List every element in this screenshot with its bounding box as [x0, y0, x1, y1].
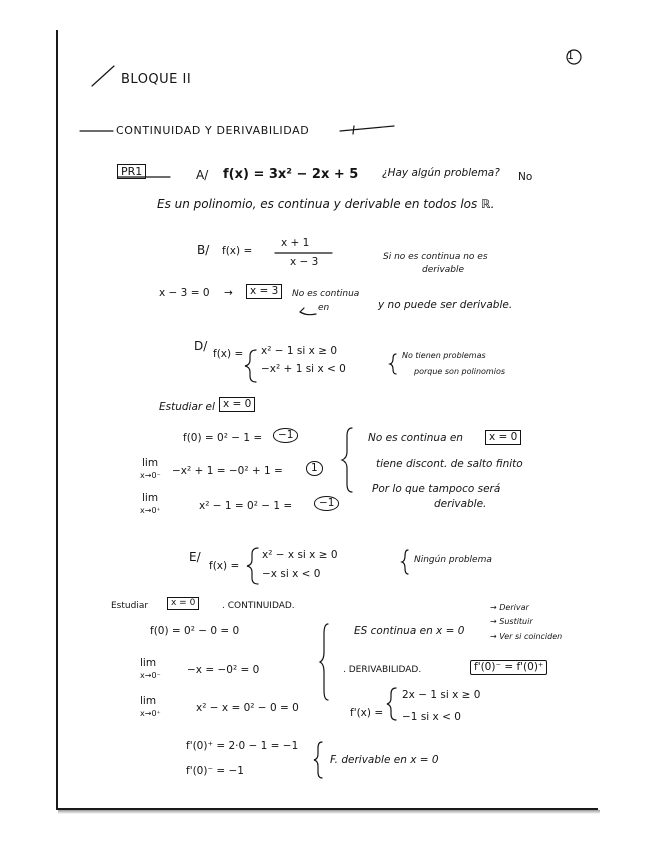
part-d-f0: f(0) = 0² − 1 =: [183, 432, 263, 444]
part-d-label: D/: [194, 339, 208, 353]
section-right-tick: [353, 126, 354, 134]
part-e-lhs: f(x) =: [209, 560, 240, 572]
section-title: CONTINUIDAD Y DERIVABILIDAD: [116, 124, 310, 137]
part-e-lim-right-head: lim: [140, 695, 157, 707]
part-a-note: Es un polinomio, es continua y derivable en todos los ℝ.: [157, 197, 495, 211]
part-e-lim-right-expr: x² − x = 0² − 0 = 0: [196, 702, 299, 714]
part-e-study-box: x = 0: [167, 597, 199, 610]
final-brace: [314, 742, 322, 778]
part-b-numerator: x + 1: [281, 237, 310, 249]
e-brace: [247, 548, 258, 584]
part-d-lim-right-head: lim: [142, 492, 159, 504]
part-d-row1: x² − 1 si x ≥ 0: [261, 345, 338, 357]
d-brace: [245, 350, 256, 382]
part-e-fprime-row1: 2x − 1 si x ≥ 0: [402, 689, 481, 701]
part-e-lim-left-expr: −x = −0² = 0: [187, 664, 260, 676]
d-conclusion-brace: [342, 428, 352, 492]
part-d-lim-left-head: lim: [142, 457, 159, 469]
part-e-fprime-minus: f'(0)⁻ = −1: [186, 765, 244, 777]
part-e-fprime-row2: −1 si x < 0: [402, 711, 461, 723]
part-e-row2: −x si x < 0: [262, 568, 321, 580]
part-e-side-3: → Ver si coinciden: [490, 632, 563, 641]
part-e-fprime-lhs: f'(x) =: [350, 707, 384, 719]
part-b-side-note-1: Si no es continua no es: [383, 252, 488, 262]
part-b-arrow: →: [224, 287, 233, 299]
part-d-lim-right-value: −1: [314, 496, 339, 511]
part-b-label: B/: [197, 243, 210, 257]
e-note-brace: [402, 550, 408, 574]
part-d-study: Estudiar el: [159, 401, 215, 413]
part-e-side-1: → Derivar: [490, 603, 529, 612]
heading: BLOQUE II: [121, 72, 192, 87]
d-note-brace: [390, 354, 396, 374]
part-e-lim-right-sub: x→0⁺: [140, 709, 161, 718]
e-cont-brace: [320, 624, 328, 700]
part-b-en: en: [318, 303, 330, 313]
part-d-lim-right-sub: x→0⁺: [140, 506, 161, 515]
part-d-conclusion-box: x = 0: [485, 430, 521, 445]
part-e-continuous: ES continua en x = 0: [354, 625, 465, 637]
part-b-denominator: x − 3: [290, 256, 319, 268]
part-d-conclusion-1: No es continua en: [368, 432, 463, 444]
part-d-lim-left-sub: x→0⁻: [140, 471, 161, 480]
part-a-label: A/: [196, 168, 209, 182]
part-b-boxed: x = 3: [246, 284, 282, 299]
exercise-label: PR1: [117, 164, 146, 179]
part-e-note: Ningún problema: [414, 555, 492, 565]
part-a-function: f(x) = 3x² − 2x + 5: [223, 167, 359, 182]
part-a-answer: No: [518, 171, 533, 183]
part-b-equation: x − 3 = 0: [159, 287, 210, 299]
part-d-study-box: x = 0: [219, 397, 255, 412]
part-d-note-2: porque son polinomios: [414, 367, 506, 376]
part-d-lim-right-expr: x² − 1 = 0² − 1 =: [199, 500, 293, 512]
part-e-fprime-plus: f'(0)⁺ = 2·0 − 1 = −1: [186, 740, 299, 752]
section-right-line: [340, 126, 394, 131]
part-e-derivability: . DERIVABILIDAD.: [343, 665, 422, 675]
part-e-lim-left-sub: x→0⁻: [140, 671, 161, 680]
part-b-conclusion: y no puede ser derivable.: [378, 299, 513, 311]
part-e-lim-left-head: lim: [140, 657, 157, 669]
part-d-row2: −x² + 1 si x < 0: [261, 363, 346, 375]
part-e-derivability-box: f'(0)⁻ = f'(0)⁺: [470, 660, 547, 675]
part-d-conclusion-4: derivable.: [434, 498, 487, 510]
part-b-lhs: f(x) =: [222, 245, 253, 257]
heading-tick-mark: [92, 66, 114, 86]
part-d-f0-value: −1: [273, 428, 298, 443]
part-d-lim-left-expr: −x² + 1 = −0² + 1 =: [172, 465, 283, 477]
part-e-f0: f(0) = 0² − 0 = 0: [150, 625, 240, 637]
part-d-conclusion-2: tiene discont. de salto finito: [376, 458, 523, 470]
part-e-label: E/: [189, 550, 201, 564]
part-a-question: ¿Hay algún problema?: [382, 167, 500, 179]
part-e-row1: x² − x si x ≥ 0: [262, 549, 338, 561]
part-b-not-continuous: No es continua: [292, 289, 360, 299]
part-d-lim-left-value: 1: [306, 461, 323, 476]
part-b-side-note-2: derivable: [422, 265, 465, 275]
part-e-study-rest: . CONTINUIDAD.: [222, 601, 295, 611]
part-d-lhs: f(x) =: [213, 348, 244, 360]
part-d-conclusion-3: Por lo que tampoco será: [372, 483, 501, 495]
part-e-study: Estudiar: [111, 601, 149, 611]
part-e-side-2: → Sustituir: [490, 617, 533, 626]
part-d-note-1: No tienen problemas: [402, 351, 486, 360]
part-e-final: F. derivable en x = 0: [330, 754, 439, 766]
page-number: 1: [567, 49, 574, 62]
fprime-brace: [387, 688, 396, 720]
